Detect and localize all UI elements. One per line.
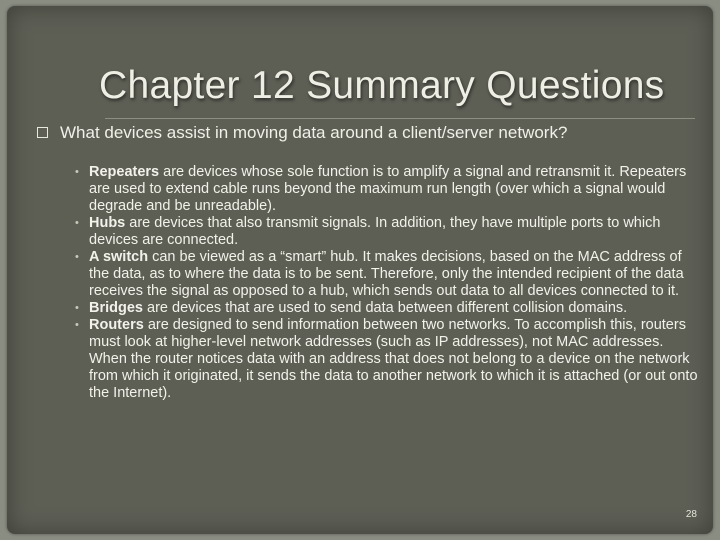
term: Bridges [89, 300, 143, 316]
title-divider [105, 118, 695, 119]
checkbox-icon [37, 127, 48, 138]
term: Routers [89, 317, 144, 333]
term: Repeaters [89, 164, 160, 180]
term: A switch [89, 249, 149, 265]
page-number: 28 [685, 509, 697, 520]
list-item [73, 164, 701, 215]
term-description: are devices that are used to send data between different collision domains. [143, 300, 628, 316]
bullet-dot-icon: • [75, 319, 79, 331]
question-text: What devices assist in moving data around a client/server network? [60, 123, 568, 142]
list-item [73, 249, 701, 300]
bullet-dot-icon: • [75, 217, 79, 229]
bullet-dot-icon: • [75, 166, 79, 178]
bullet-list [73, 164, 701, 402]
term: Hubs [89, 215, 126, 231]
bullet-dot-icon: • [75, 251, 79, 263]
term-description: are devices that also transmit signals. In addition, they have multiple ports to which devices are connected. [89, 215, 661, 248]
list-item [73, 215, 701, 249]
term-description: are devices whose sole function is to amplify a signal and retransmit it. Repeaters are used to extend cable runs beyond the maximum run length (over which a signal would degrade and be unreadable). [89, 164, 687, 214]
term-description: can be viewed as a “smart” hub. It makes decisions, based on the MAC address of the data, as to where the data is to be sent. Therefore, only the intended recipient of the data receives the signal as opposed to a hub, which sends out data to all devices connected to it. [89, 249, 684, 299]
slide [7, 6, 713, 534]
list-item [73, 317, 701, 402]
slide-title: Chapter 12 Summary Questions [99, 64, 665, 107]
term-description: are designed to send information between two networks. To accomplish this, routers must look at higher-level network addresses (such as IP addresses), not MAC addresses. When the router notices data with an address that does not belong to a device on the network from which it originated, it sends the data to another network to which it is attached (or out onto the Internet). [89, 317, 698, 401]
list-item [73, 300, 701, 317]
bullet-dot-icon: • [75, 302, 79, 314]
